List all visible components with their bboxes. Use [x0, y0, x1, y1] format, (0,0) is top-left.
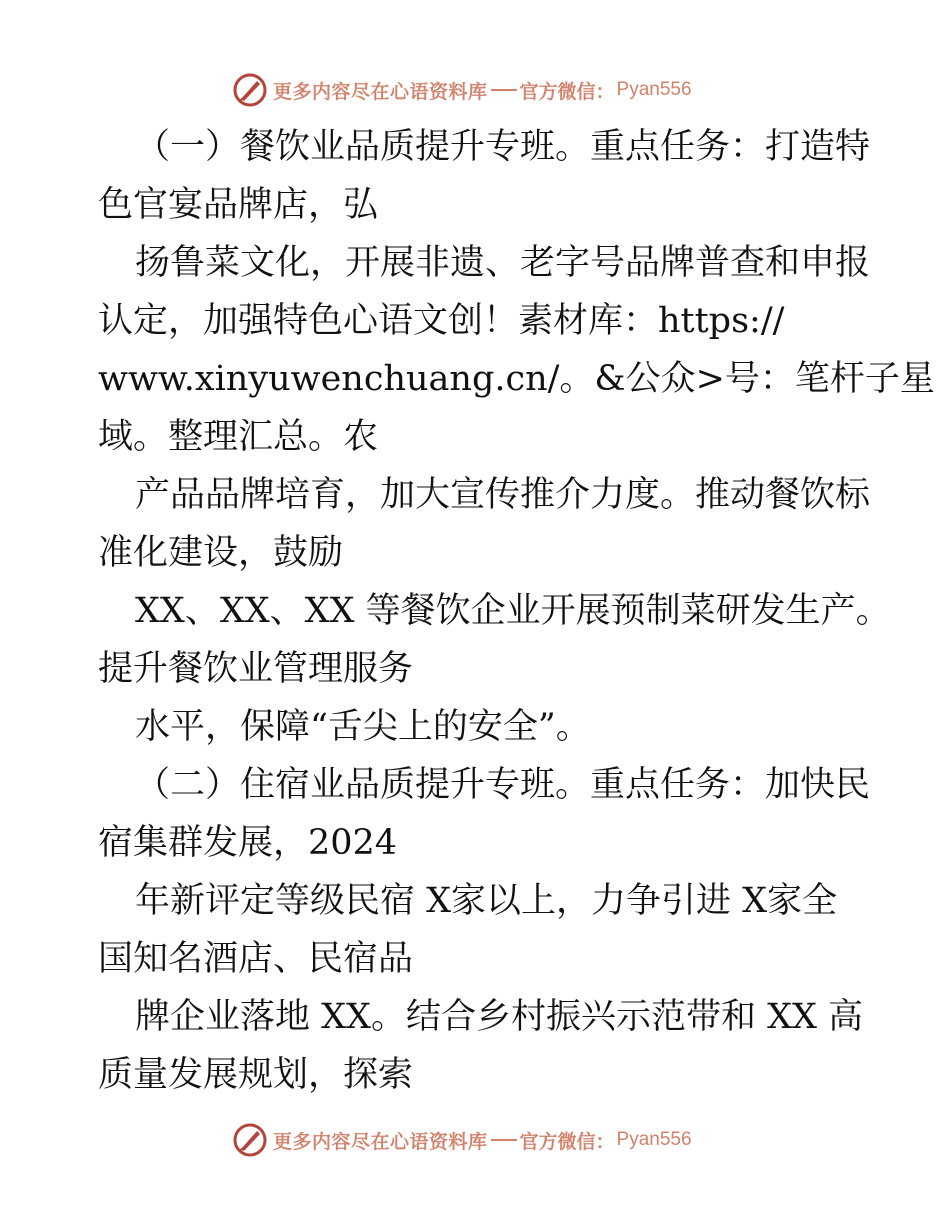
- paragraph-line: 提升餐饮业管理服务: [98, 649, 414, 689]
- paragraph-line: 扬鲁菜文化，开展非遗、老字号品牌普查和申报: [135, 243, 871, 283]
- paragraph-line: XX、XX、XX 等餐饮企业开展预制菜研发生产。: [135, 591, 891, 631]
- watermark-label: 官方微信：: [519, 80, 615, 103]
- paragraph-line: 水平，保障“舌尖上的安全”。: [135, 707, 591, 747]
- paragraph-line: 质量发展规划，探索: [98, 1055, 414, 1095]
- paragraph-line: 域。整理汇总。农: [98, 417, 379, 457]
- watermark-dash: [491, 1139, 517, 1141]
- paragraph-line: 产品品牌培育，加大宣传推介力度。推动餐饮标: [135, 475, 871, 515]
- watermark-id: Pyan556: [616, 79, 692, 100]
- paragraph-line: 认定，加强特色心语文创！素材库：https://: [98, 301, 785, 341]
- header-watermark: [233, 72, 692, 108]
- watermark-id: Pyan556: [616, 1129, 692, 1150]
- paragraph-line: 宿集群发展，2024: [98, 823, 398, 863]
- watermark-text: 更多内容尽在心语资料库: [273, 1130, 488, 1153]
- watermark-dash: [491, 89, 517, 91]
- quill-logo-icon: [233, 73, 267, 107]
- watermark-text: 更多内容尽在心语资料库: [273, 80, 488, 103]
- paragraph-line: www.xinyuwenchuang.cn/。&公众>号：笔杆子星: [98, 359, 935, 399]
- paragraph-line: 国知名酒店、民宿品: [98, 939, 414, 979]
- watermark-label: 官方微信：: [519, 1130, 615, 1153]
- paragraph-line: 牌企业落地 XX。结合乡村振兴示范带和 XX 高: [135, 997, 864, 1037]
- paragraph-line: 准化建设，鼓励: [98, 533, 344, 573]
- paragraph-line: 色官宴品牌店，弘: [98, 185, 379, 225]
- footer-watermark: [233, 1122, 692, 1158]
- paragraph-line: （二）住宿业品质提升专班。重点任务：加快民: [135, 765, 871, 805]
- paragraph-line: （一）餐饮业品质提升专班。重点任务：打造特: [135, 127, 871, 167]
- paragraph-line: 年新评定等级民宿 X家以上，力争引进 X家全: [135, 881, 838, 921]
- quill-logo-icon: [233, 1123, 267, 1157]
